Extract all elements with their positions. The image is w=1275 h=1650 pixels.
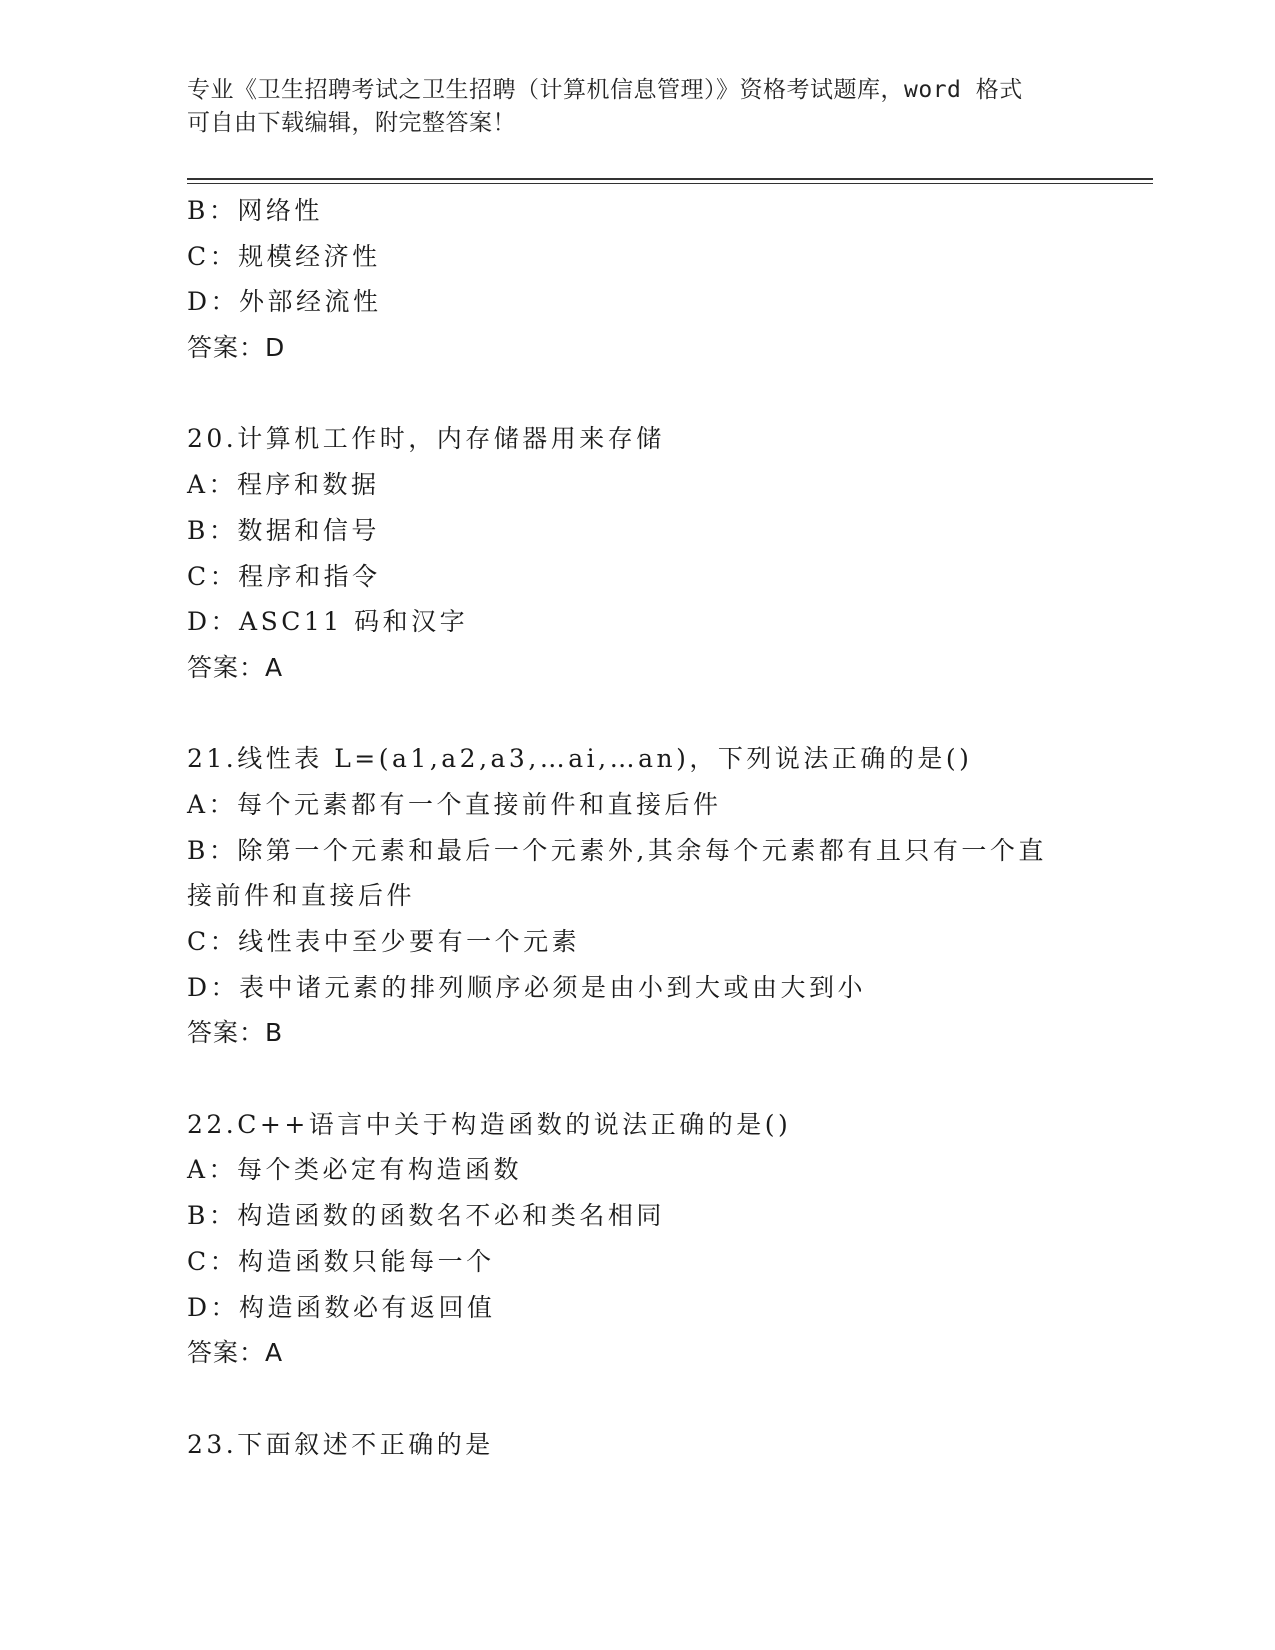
answer-line: 答案：A xyxy=(187,1338,284,1368)
option-b: B：数据和信号 xyxy=(187,515,380,545)
spacer xyxy=(187,1376,1147,1422)
header-rule-thin xyxy=(187,183,1153,184)
question-22 xyxy=(187,1102,1147,1376)
option-c: C：规模经济性 xyxy=(187,241,381,271)
question-20 xyxy=(187,416,1147,690)
question-stem: 22.C++语言中关于构造函数的说法正确的是() xyxy=(187,1109,792,1139)
option-b: B：除第一个元素和最后一个元素外,其余每个元素都有且只有一个直 xyxy=(187,835,1047,865)
question-stem: 21.线性表 L=(a1,a2,a3,…ai,…an)，下列说法正确的是() xyxy=(187,744,973,774)
spacer xyxy=(187,1056,1147,1102)
page-header xyxy=(187,74,1067,140)
option-d: D：外部经流性 xyxy=(187,287,382,317)
question-stem: 20.计算机工作时，内存储器用来存储 xyxy=(187,424,665,454)
answer-line: 答案：A xyxy=(187,652,284,682)
question-stem: 23.下面叙述不正确的是 xyxy=(187,1429,494,1459)
question-23 xyxy=(187,1422,1147,1468)
option-c: C：构造函数只能每一个 xyxy=(187,1246,495,1276)
option-c: C：程序和指令 xyxy=(187,561,381,591)
option-a: A：每个元素都有一个直接前件和直接后件 xyxy=(187,789,722,819)
option-d: D：构造函数必有返回值 xyxy=(187,1292,496,1322)
option-b: B：构造函数的函数名不必和类名相同 xyxy=(187,1201,665,1231)
option-b: B：网络性 xyxy=(187,196,323,225)
question-21 xyxy=(187,736,1147,1056)
question-19-continued xyxy=(187,188,1147,371)
header-line-2: 可自由下载编辑，附完整答案！ xyxy=(187,110,516,136)
spacer xyxy=(187,371,1147,417)
option-b-continued: 接前件和直接后件 xyxy=(187,881,416,911)
option-c: C：线性表中至少要有一个元素 xyxy=(187,927,581,956)
header-line-1: 专业《卫生招聘考试之卫生招聘（计算机信息管理）》资格考试题库，word 格式 xyxy=(187,77,1023,103)
option-a: A：程序和数据 xyxy=(187,470,380,500)
spacer xyxy=(187,691,1147,737)
answer-line: 答案：B xyxy=(187,1018,284,1048)
answer-line: 答案：D xyxy=(187,333,286,363)
option-d: D：表中诸元素的排列顺序必须是由小到大或由大到小 xyxy=(187,972,867,1002)
question-list xyxy=(187,188,1147,1467)
header-rule-thick xyxy=(187,178,1153,180)
option-d: D：ASC11 码和汉字 xyxy=(187,607,469,637)
option-a: A：每个类必定有构造函数 xyxy=(187,1155,523,1185)
